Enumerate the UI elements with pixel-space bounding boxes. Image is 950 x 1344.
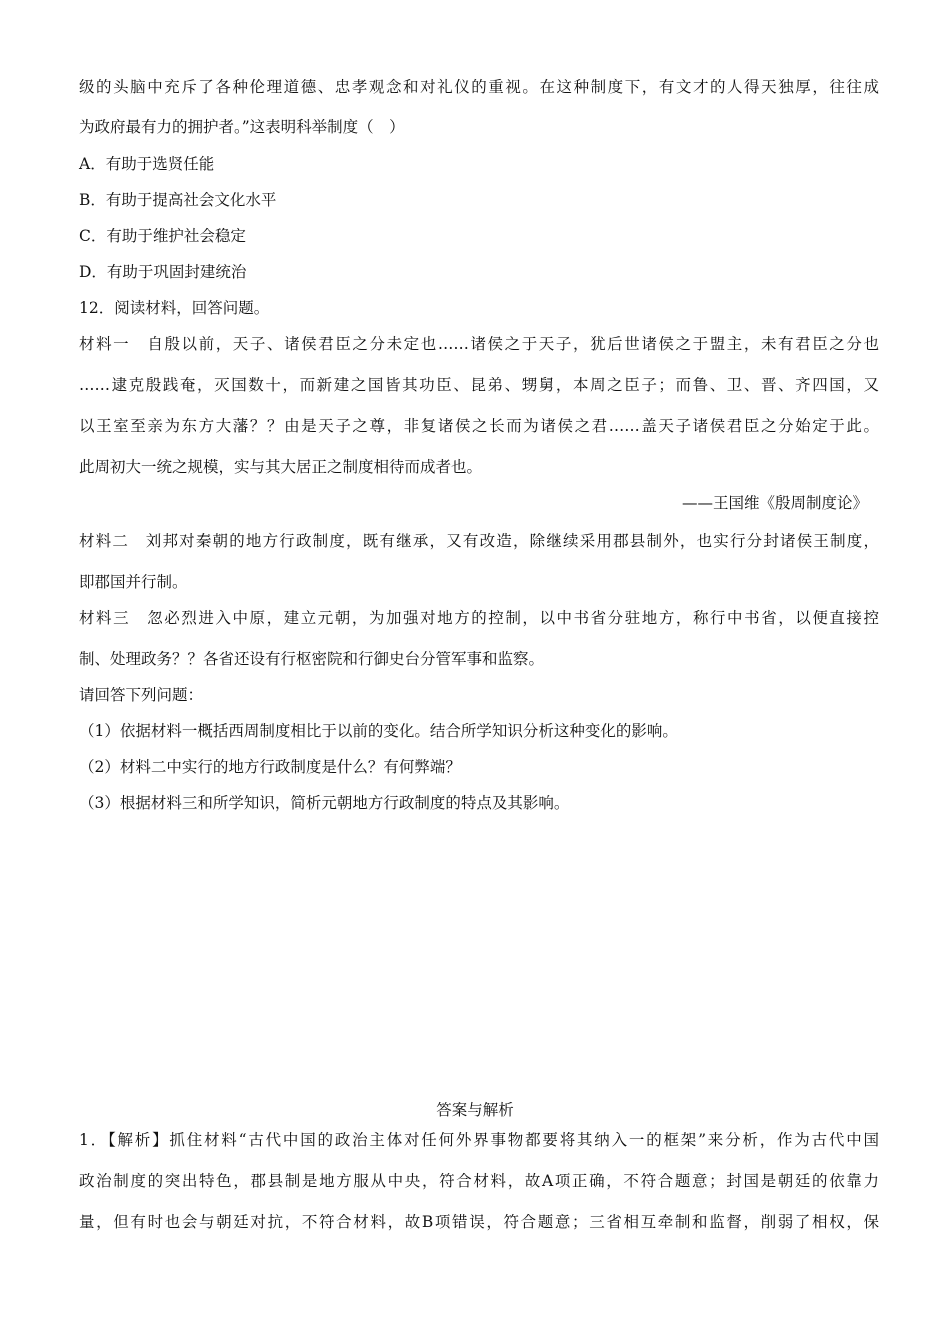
material3-line-2: 制、处理政务？？各省还设有行枢密院和行御史台分管军事和监察。 <box>79 650 545 668</box>
q11-option-d: D．有助于巩固封建统治 <box>79 263 247 281</box>
answer-line-1: 1．【解析】抓住材料“古代中国的政治主体对任何外界事物都要将其纳入一的框架”来分析，作为古代中国 <box>79 1131 879 1149</box>
material1-source: ——王国维《殷周制度论》 <box>681 494 868 512</box>
answer-line-3: 量，但有时也会与朝廷对抗，不符合材料，故B项错误，符合题意；三省相互牵制和监督，削弱了相权，保 <box>79 1213 879 1231</box>
material2-line-1: 材料二 刘邦对秦朝的地方行政制度，既有继承，又有改造，除继续采用郡县制外，也实行分封诸侯王制度， <box>79 532 879 550</box>
answers-heading: 答案与解析 <box>436 1101 514 1119</box>
q11-option-a: A．有助于选贤任能 <box>79 155 215 173</box>
answer-line-2: 政治制度的突出特色，郡县制是地方服从中央，符合材料，故A项正确，不符合题意；封国是朝廷的依靠力 <box>79 1172 879 1190</box>
q11-option-b: B．有助于提高社会文化水平 <box>79 191 277 209</box>
material1-line-3: 以王室至亲为东方大藩？？由是天子之尊，非复诸侯之长而为诸侯之君……盖天子诸侯君臣之分始定于此。 <box>79 417 879 435</box>
q11-option-c: C．有助于维护社会稳定 <box>79 227 246 245</box>
material1-line-4: 此周初大一统之规模，实与其大居正之制度相待而成者也。 <box>79 458 483 476</box>
answer-prompt: 请回答下列问题： <box>79 686 204 704</box>
sub-question-3: （3）根据材料三和所学知识，简析元朝地方行政制度的特点及其影响。 <box>79 794 570 812</box>
sub-question-2: （2）材料二中实行的地方行政制度是什么？有何弊端？ <box>79 758 461 776</box>
material3-line-1: 材料三 忽必烈进入中原，建立元朝，为加强对地方的控制，以中书省分驻地方，称行中书省，以便直接控 <box>79 609 879 627</box>
material1-line-2: ……逮克殷践奄，灭国数十，而新建之国皆其功臣、昆弟、甥舅，本周之臣子；而鲁、卫、晋、齐四国，又 <box>79 376 879 394</box>
q11-text-line-2: 为政府最有力的拥护者。”这表明科举制度（ ） <box>79 118 405 136</box>
material2-line-2: 即郡国并行制。 <box>79 573 188 591</box>
sub-question-1: （1）依据材料一概括西周制度相比于以前的变化。结合所学知识分析这种变化的影响。 <box>79 722 678 740</box>
q11-text-line-1: 级的头脑中充斥了各种伦理道德、忠孝观念和对礼仪的重视。在这种制度下，有文才的人得天独厚，往往成 <box>79 78 879 96</box>
material1-line-1: 材料一 自殷以前，天子、诸侯君臣之分未定也……诸侯之于天子，犹后世诸侯之于盟主，未有君臣之分也 <box>79 335 879 353</box>
q12-stem: 12．阅读材料，回答问题。 <box>79 299 270 317</box>
